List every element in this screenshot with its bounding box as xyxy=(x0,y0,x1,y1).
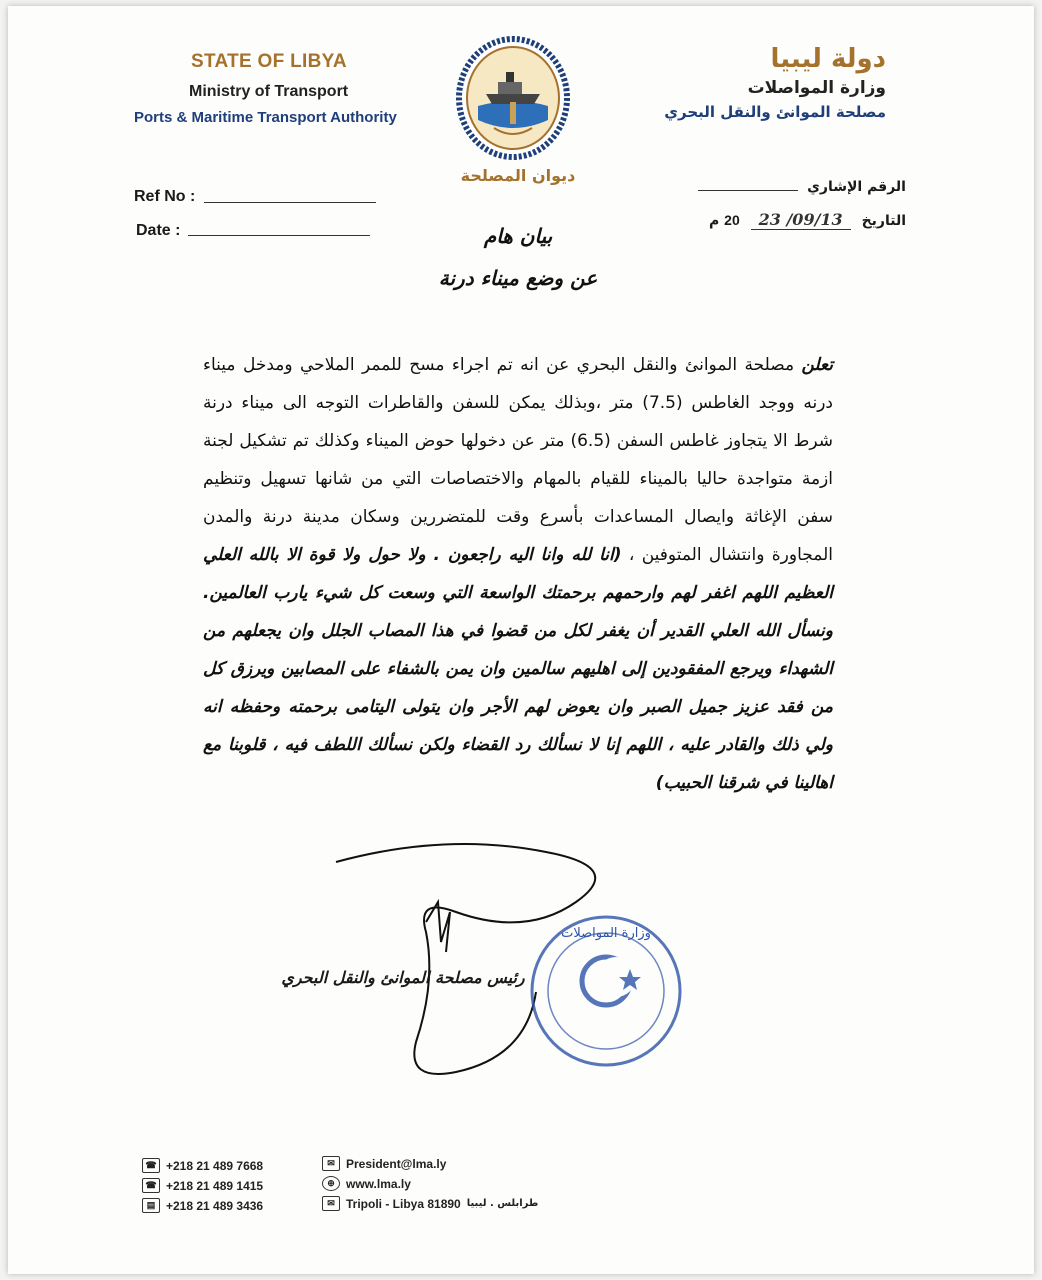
date-suffix: م xyxy=(709,213,720,229)
en-ministry: Ministry of Transport xyxy=(189,83,349,100)
footer-fax: ▤ +218 21 489 3436 xyxy=(142,1198,263,1213)
footer-contacts xyxy=(322,1156,538,1211)
date-year-prefix: 20 xyxy=(724,212,740,228)
footer-phones xyxy=(142,1158,263,1213)
mail-icon: ✉ xyxy=(322,1196,340,1211)
date-label: Date : xyxy=(136,222,181,239)
body-prayer: (انا لله وانا اليه راجعون . ولا حول ولا قوة الا بالله العلي العظيم اللهم اغفر لهم وارحمهم برحمتك الواسعة التي وسعت كل شيء يارب العالمين. ونسأل الله العلي القدير أن يغفر لكل من قضوا في هذا المصاب الجلل وان يجعلهم من الشهداء ويرجع المفقودين إلى اهليهم سالمين وان يمن بالشفاء على المصابين ويرزق كل من فقد عزيز جميل الصبر وان يعوض لهم الأجر وان يتولى اليتامى برحمته وحفظه انه ولي ذلك والقادر عليه ، اللهم إنا لا نسألك رد القضاء ولكن نسألك اللطف فيه ، قلوبنا مع اهالينا في شرقنا الحبيب) xyxy=(203,545,833,793)
statement-title: بيان هام xyxy=(483,224,553,248)
email-icon: ✉ xyxy=(322,1156,340,1171)
ar-ref-row xyxy=(698,179,906,195)
en-state-title: STATE OF LIBYA xyxy=(191,51,347,72)
ar-authority: مصلحة الموانئ والنقل البحري xyxy=(664,103,886,121)
statement-subtitle: عن وضع ميناء درنة xyxy=(438,266,598,290)
authority-logo xyxy=(456,36,570,160)
footer-website[interactable]: ⊕ www.lma.ly xyxy=(322,1176,538,1191)
footer-email[interactable]: ✉ President@lma.ly xyxy=(322,1156,538,1171)
ar-ref-line xyxy=(698,190,798,191)
signature-title: رئيس مصلحة الموانئ والنقل البحري xyxy=(281,968,525,987)
footer-phone-2: ☎ +218 21 489 1415 xyxy=(142,1178,263,1193)
phone-icon: ☎ xyxy=(142,1178,160,1193)
en-authority: Ports & Maritime Transport Authority xyxy=(134,109,397,126)
statement-body xyxy=(203,346,833,802)
footer-phone-1: ☎ +218 21 489 7668 xyxy=(142,1158,263,1173)
letter-page xyxy=(8,6,1034,1274)
phone-icon: ☎ xyxy=(142,1158,160,1173)
stamp-text: وزارة المواصلات xyxy=(561,926,651,941)
ar-state-title: دولة ليبيا xyxy=(770,44,886,74)
ar-date-label: التاريخ xyxy=(861,213,906,229)
ar-ministry: وزارة المواصلات xyxy=(747,78,886,98)
footer-address: ✉ Tripoli - Libya 81890 طرابلس . ليبيا xyxy=(322,1196,538,1211)
date-handwritten: 23 /09/13 xyxy=(751,210,851,230)
ar-date-row xyxy=(709,210,906,230)
ar-office-label: ديوان المصلحة xyxy=(460,166,576,185)
official-stamp xyxy=(526,911,686,1071)
globe-icon: ⊕ xyxy=(322,1176,340,1191)
ref-no-line xyxy=(204,202,376,203)
fax-icon: ▤ xyxy=(142,1198,160,1213)
body-paragraph: مصلحة الموانئ والنقل البحري عن انه تم اجراء مسح للممر الملاحي ومدخل ميناء درنه ووجد الغاطس (7.5) متر ،وبذلك يمكن للسفن والقاطرات التوجه الى ميناء درنة شرط الا يتجاوز غاطس السفن (6.5) متر عن دخولها حوض الميناء وكذلك تم تشكيل لجنة ازمة متواجدة حاليا بالميناء للقيام بالمهام والاختصاصات التي من شانها تسهيل وتنظيم سفن الإغاثة وايصال المساعدات بأسرع وقت للمتضررين وسكان مدينة درنة والمدن المجاورة وانتشال المتوفين ، xyxy=(203,355,834,565)
ref-no-label: Ref No : xyxy=(134,188,196,205)
date-line xyxy=(188,235,370,236)
body-intro-word: تعلن xyxy=(801,355,833,375)
footer-address-ar: طرابلس . ليبيا xyxy=(466,1198,539,1209)
ar-ref-label: الرقم الإشاري xyxy=(807,179,906,195)
